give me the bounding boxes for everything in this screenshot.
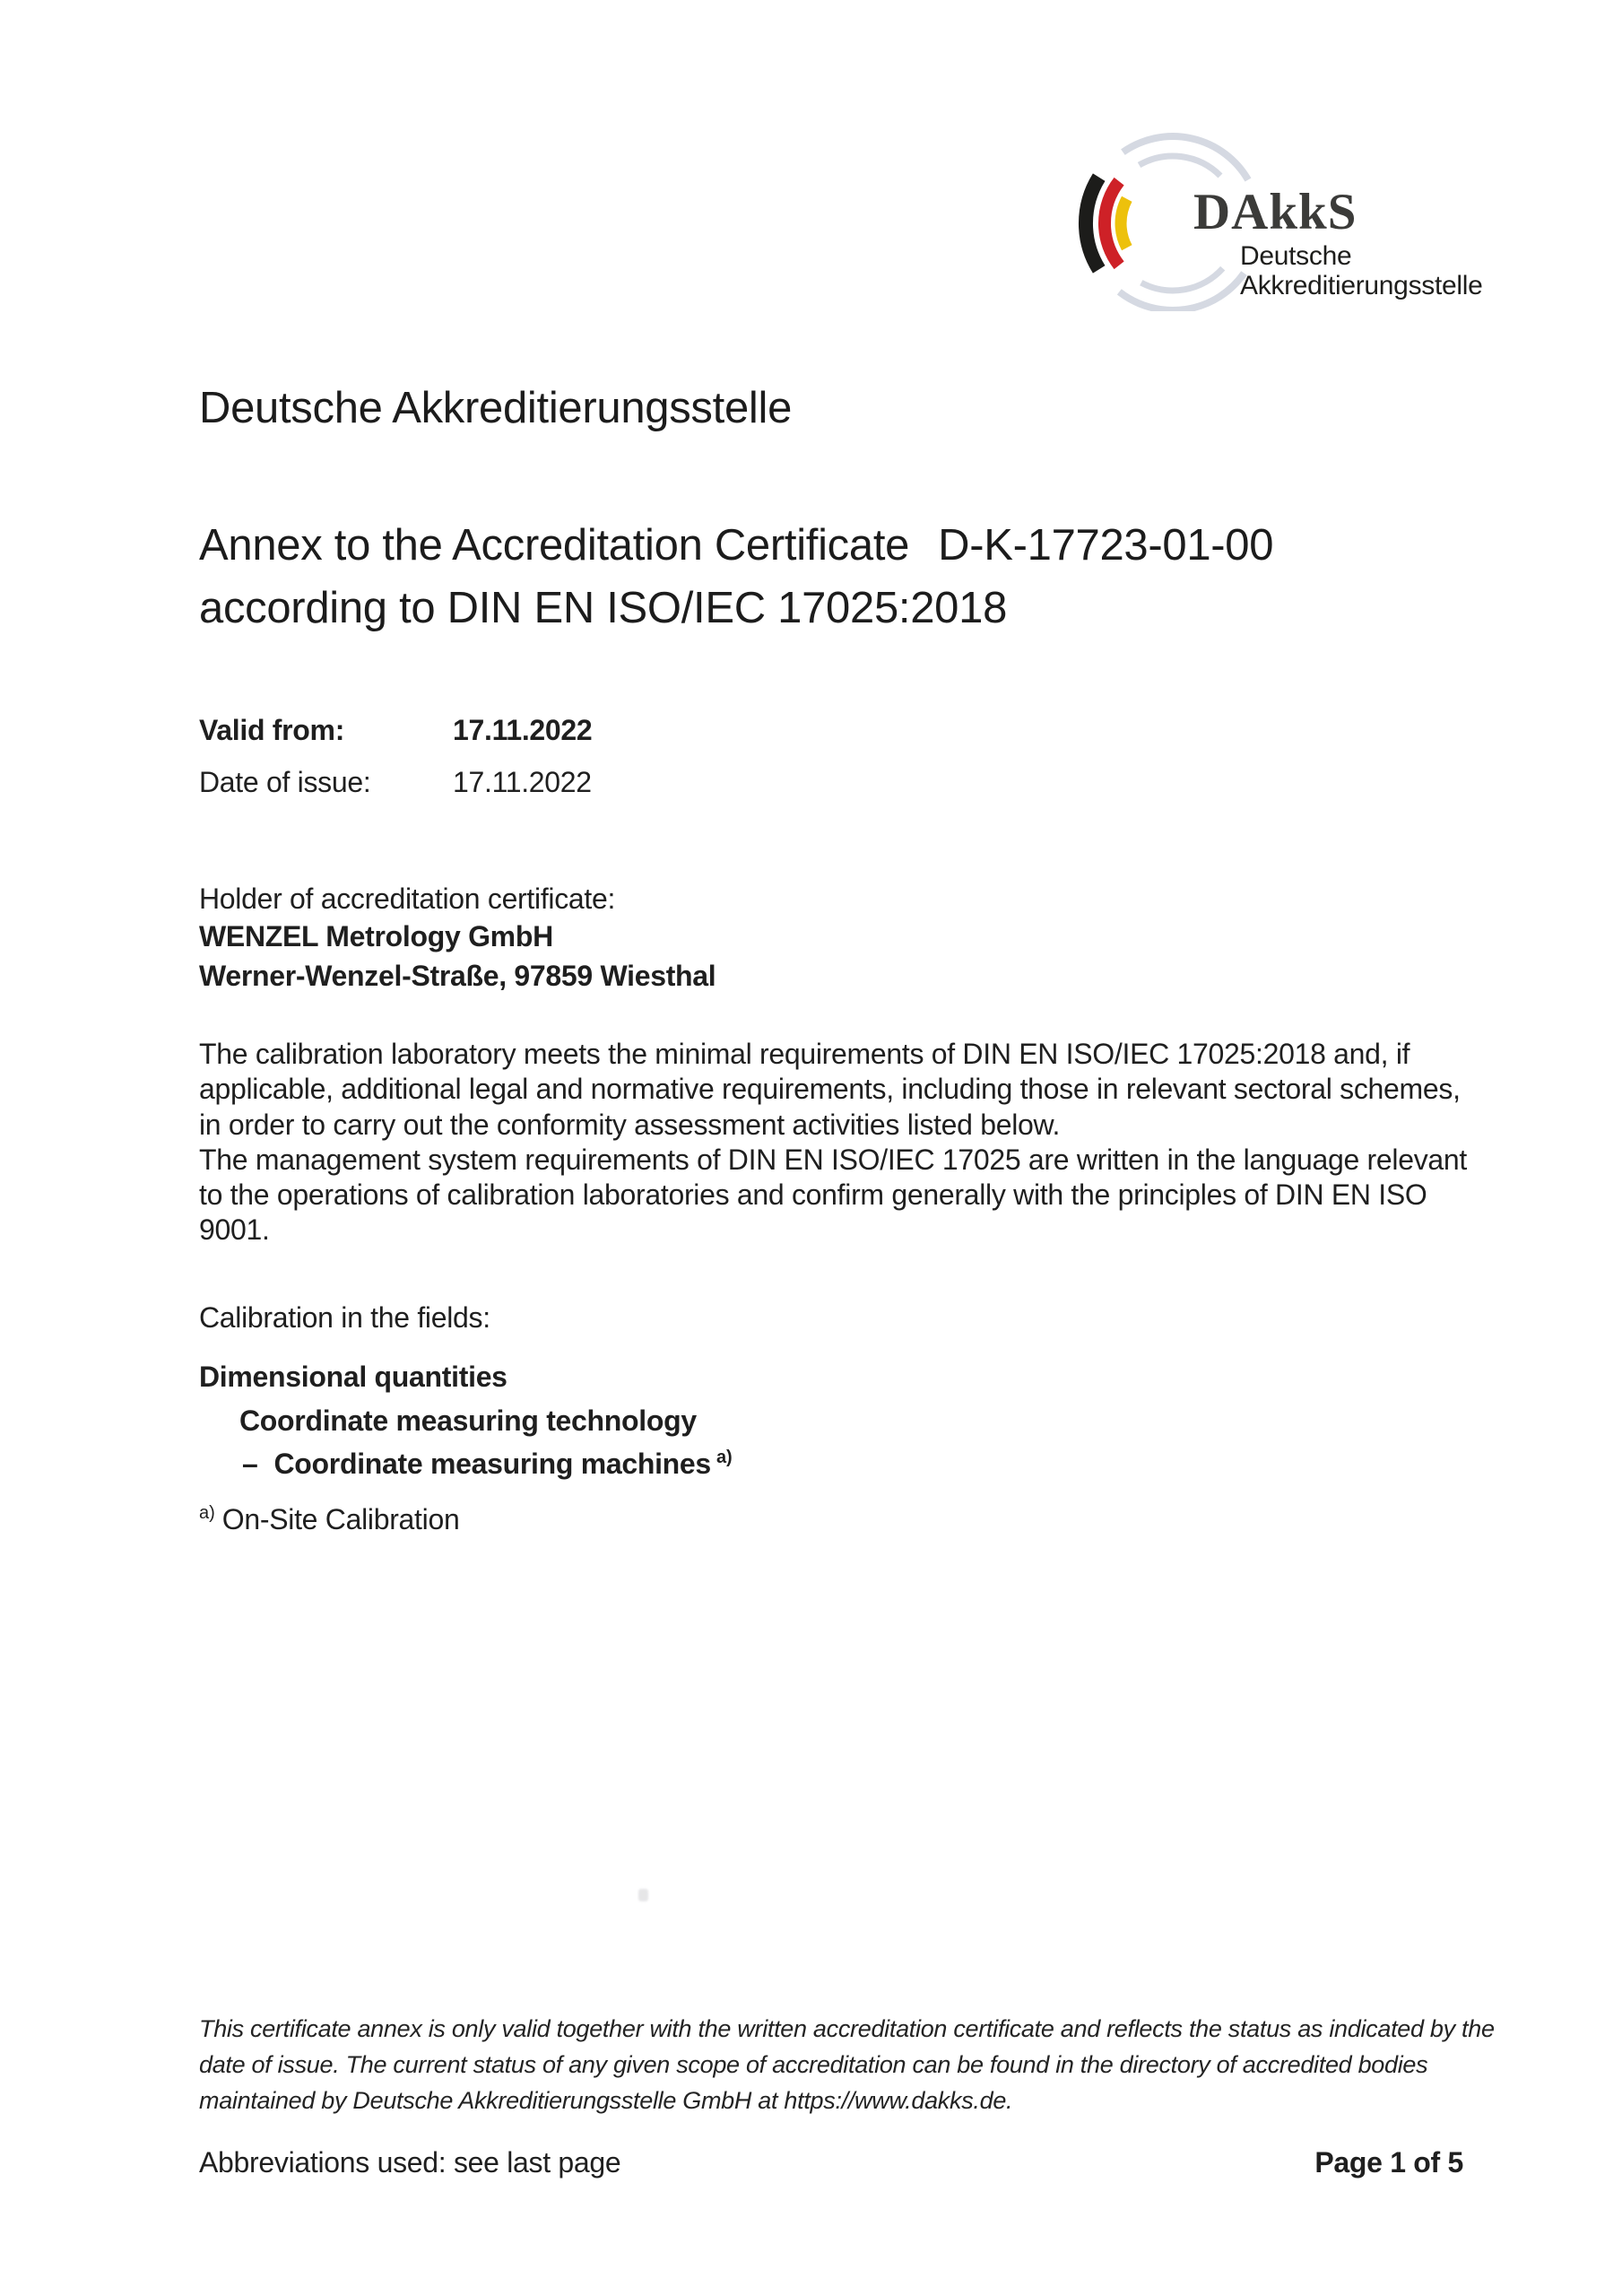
page-indicator: Page 1 of 5 (1314, 2146, 1463, 2179)
dakks-logo-graphic (1074, 118, 1496, 311)
scan-smudge (638, 1889, 648, 1901)
annex-title (199, 514, 1273, 639)
abbreviations-note: Abbreviations used: see last page (199, 2146, 621, 2179)
date-of-issue-label: Date of issue: (199, 766, 371, 798)
statement-line: applicable, additional legal and normative requirements, including those in relevant sectoral schemes, (199, 1073, 1461, 1106)
footnote-text: On-Site Calibration (221, 1503, 460, 1535)
calibration-item-label: Coordinate measuring machines (273, 1448, 711, 1480)
ripple-arc-bottom-inner (1141, 268, 1223, 291)
valid-from-label: Valid from: (199, 714, 345, 746)
statement-line: The management system requirements of DIN EN ISO/IEC 17025 are written in the language relevant (199, 1143, 1468, 1176)
holder-intro: Holder of accreditation certificate: (199, 883, 616, 915)
logo-subtitle-line1: Deutsche (1240, 241, 1352, 271)
disclaimer-line: This certificate annex is only valid together with the written accreditation certificate and reflects the status as indicated by the (199, 2015, 1495, 2042)
dakks-wordmark: DAkkS (1193, 184, 1357, 240)
page-title: Deutsche Akkreditierungsstelle (199, 384, 793, 432)
ripple-arc-top-inner (1140, 156, 1221, 176)
statement-line: 9001. (199, 1213, 270, 1247)
logo-subtitle-line2: Akkreditierungsstelle (1240, 271, 1483, 300)
black-arc (1086, 178, 1099, 270)
date-of-issue-value: 17.11.2022 (453, 766, 592, 798)
statement-line: in order to carry out the conformity assessment activities listed below. (199, 1108, 1061, 1141)
footer-disclaimer (199, 2011, 1495, 2118)
valid-from-value: 17.11.2022 (453, 714, 593, 746)
annex-title-line2: according to DIN EN ISO/IEC 17025:2018 (199, 584, 1008, 632)
statement-line: The calibration laboratory meets the minimal requirements of DIN EN ISO/IEC 17025:2018 and, if (199, 1038, 1410, 1070)
disclaimer-line: maintained by Deutsche Akkreditierungsstelle GmbH at https://www.dakks.de. (199, 2087, 1013, 2114)
footer-bottom-row (199, 2145, 1463, 2179)
disclaimer-line: date of issue. The current status of any given scope of accreditation can be found in the directory of accredited bodies (199, 2051, 1428, 2078)
yellow-arc (1121, 199, 1127, 248)
statement-line: to the operations of calibration laboratories and confirm generally with the principles of DIN EN ISO (199, 1178, 1427, 1212)
calibration-item (242, 1447, 733, 1485)
valid-from-row (199, 713, 592, 747)
holder-address: Werner-Wenzel-Straße, 97859 Wiesthal (199, 960, 716, 992)
footnote-reference: a) (716, 1448, 733, 1467)
date-of-issue-row (199, 765, 592, 799)
certificate-number: D-K-17723-01-00 (938, 521, 1274, 570)
footnote (199, 1502, 459, 1541)
dakks-logo (1074, 118, 1496, 311)
calibration-intro: Calibration in the fields: (199, 1301, 490, 1334)
requirements-statement (199, 1037, 1467, 1248)
list-dash: – (242, 1448, 258, 1480)
holder-name: WENZEL Metrology GmbH (199, 920, 553, 952)
calibration-field: Dimensional quantities (199, 1361, 507, 1393)
annex-title-text: Annex to the Accreditation Certificate (199, 521, 910, 570)
annex-title-line1 (199, 514, 1273, 577)
footnote-marker: a) (199, 1503, 215, 1523)
calibration-subfield: Coordinate measuring technology (239, 1405, 697, 1437)
